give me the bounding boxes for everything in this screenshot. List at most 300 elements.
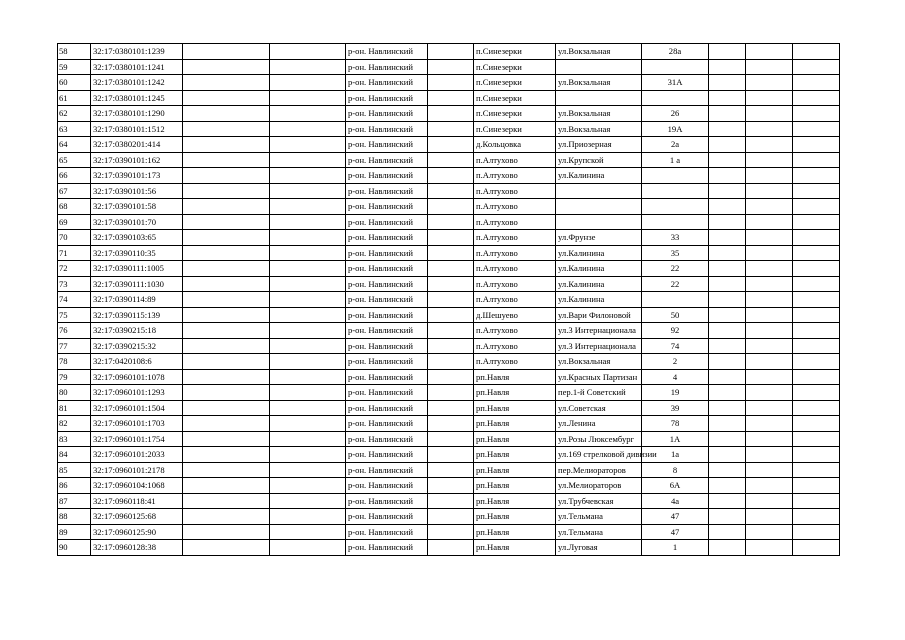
empty-cell [428, 168, 474, 184]
empty-cell [270, 261, 346, 277]
locality-cell: рп.Навля [474, 524, 556, 540]
empty-cell [709, 168, 746, 184]
street-cell: ул.169 стрелковой дивизии [556, 447, 642, 463]
locality-cell: п.Синезерки [474, 121, 556, 137]
street-cell: ул.Калинина [556, 292, 642, 308]
empty-cell [428, 338, 474, 354]
empty-cell [270, 199, 346, 215]
table-row [58, 44, 840, 60]
empty-cell [793, 137, 840, 153]
empty-cell [746, 292, 793, 308]
empty-cell [746, 90, 793, 106]
street-cell: пер.1-й Советский [556, 385, 642, 401]
table-row [58, 462, 840, 478]
row-number-cell: 73 [58, 276, 91, 292]
district-cell: р-он. Навлинский [346, 75, 428, 91]
empty-cell [793, 431, 840, 447]
cadastral-number-cell: 32:17:0960101:1504 [91, 400, 183, 416]
empty-cell [746, 354, 793, 370]
empty-cell [270, 214, 346, 230]
empty-cell [793, 369, 840, 385]
empty-cell [270, 431, 346, 447]
empty-cell [746, 447, 793, 463]
table-row [58, 385, 840, 401]
district-cell: р-он. Навлинский [346, 354, 428, 370]
table-row [58, 261, 840, 277]
district-cell: р-он. Навлинский [346, 385, 428, 401]
locality-cell: п.Алтухово [474, 292, 556, 308]
district-cell: р-он. Навлинский [346, 338, 428, 354]
street-cell: ул.Луговая [556, 540, 642, 556]
street-cell: ул.Красных Партизан [556, 369, 642, 385]
empty-cell [709, 323, 746, 339]
table-row [58, 292, 840, 308]
locality-cell: рп.Навля [474, 385, 556, 401]
empty-cell [428, 121, 474, 137]
row-number-cell: 67 [58, 183, 91, 199]
empty-cell [709, 276, 746, 292]
locality-cell: рп.Навля [474, 493, 556, 509]
street-cell: ул.Калинина [556, 168, 642, 184]
empty-cell [428, 493, 474, 509]
empty-cell [709, 431, 746, 447]
empty-cell [793, 447, 840, 463]
empty-cell [270, 137, 346, 153]
table-row [58, 524, 840, 540]
cadastral-number-cell: 32:17:0960101:1754 [91, 431, 183, 447]
empty-cell [183, 416, 270, 432]
empty-cell [270, 540, 346, 556]
empty-cell [746, 75, 793, 91]
empty-cell [793, 75, 840, 91]
district-cell: р-он. Навлинский [346, 292, 428, 308]
empty-cell [746, 493, 793, 509]
street-cell: ул.Вокзальная [556, 44, 642, 60]
cadastral-number-cell: 32:17:0380101:1239 [91, 44, 183, 60]
cadastral-number-cell: 32:17:0380101:1290 [91, 106, 183, 122]
empty-cell [709, 338, 746, 354]
table-row [58, 214, 840, 230]
empty-cell [793, 214, 840, 230]
table-row [58, 540, 840, 556]
empty-cell [270, 121, 346, 137]
street-cell: ул.Фрунзе [556, 230, 642, 246]
house-number-cell: 39 [642, 400, 709, 416]
table-row [58, 121, 840, 137]
empty-cell [746, 230, 793, 246]
locality-cell: рп.Навля [474, 540, 556, 556]
street-cell: ул.Вокзальная [556, 354, 642, 370]
empty-cell [270, 106, 346, 122]
district-cell: р-он. Навлинский [346, 106, 428, 122]
table-row [58, 431, 840, 447]
house-number-cell: 92 [642, 323, 709, 339]
empty-cell [183, 261, 270, 277]
district-cell: р-он. Навлинский [346, 199, 428, 215]
empty-cell [270, 524, 346, 540]
empty-cell [793, 323, 840, 339]
empty-cell [183, 106, 270, 122]
district-cell: р-он. Навлинский [346, 447, 428, 463]
empty-cell [746, 338, 793, 354]
house-number-cell: 4 [642, 369, 709, 385]
empty-cell [709, 44, 746, 60]
street-cell: ул.3 Интернационала [556, 323, 642, 339]
cadastral-number-cell: 32:17:0380201:414 [91, 137, 183, 153]
empty-cell [428, 90, 474, 106]
street-cell: ул.Крупской [556, 152, 642, 168]
empty-cell [746, 245, 793, 261]
table-row [58, 245, 840, 261]
district-cell: р-он. Навлинский [346, 183, 428, 199]
empty-cell [793, 307, 840, 323]
cadastral-number-cell: 32:17:0960101:1078 [91, 369, 183, 385]
empty-cell [270, 44, 346, 60]
empty-cell [428, 261, 474, 277]
empty-cell [428, 245, 474, 261]
empty-cell [428, 354, 474, 370]
house-number-cell: 47 [642, 524, 709, 540]
locality-cell: рп.Навля [474, 431, 556, 447]
street-cell: ул.3 Интернационала [556, 338, 642, 354]
house-number-cell: 2а [642, 137, 709, 153]
empty-cell [183, 307, 270, 323]
empty-cell [183, 323, 270, 339]
cadastral-number-cell: 32:17:0390101:58 [91, 199, 183, 215]
locality-cell: рп.Навля [474, 400, 556, 416]
empty-cell [428, 59, 474, 75]
empty-cell [709, 462, 746, 478]
empty-cell [428, 75, 474, 91]
empty-cell [428, 416, 474, 432]
locality-cell: рп.Навля [474, 462, 556, 478]
empty-cell [709, 90, 746, 106]
empty-cell [746, 276, 793, 292]
empty-cell [183, 121, 270, 137]
street-cell: ул.Вокзальная [556, 121, 642, 137]
table-row [58, 137, 840, 153]
cadastral-number-cell: 32:17:0960101:1703 [91, 416, 183, 432]
district-cell: р-он. Навлинский [346, 369, 428, 385]
table-row [58, 478, 840, 494]
empty-cell [270, 59, 346, 75]
empty-cell [428, 524, 474, 540]
cadastral-number-cell: 32:17:0390215:32 [91, 338, 183, 354]
district-cell: р-он. Навлинский [346, 276, 428, 292]
empty-cell [183, 369, 270, 385]
cadastral-number-cell: 32:17:0390101:173 [91, 168, 183, 184]
house-number-cell [642, 292, 709, 308]
house-number-cell: 2 [642, 354, 709, 370]
row-number-cell: 85 [58, 462, 91, 478]
row-number-cell: 72 [58, 261, 91, 277]
empty-cell [270, 152, 346, 168]
locality-cell: п.Алтухово [474, 183, 556, 199]
empty-cell [746, 431, 793, 447]
empty-cell [428, 509, 474, 525]
street-cell: ул.Вокзальная [556, 75, 642, 91]
street-cell: пер.Мелиораторов [556, 462, 642, 478]
house-number-cell: 22 [642, 276, 709, 292]
empty-cell [793, 261, 840, 277]
empty-cell [709, 106, 746, 122]
empty-cell [746, 44, 793, 60]
street-cell: ул.Калинина [556, 245, 642, 261]
cadastral-number-cell: 32:17:0390215:18 [91, 323, 183, 339]
empty-cell [746, 106, 793, 122]
empty-cell [428, 214, 474, 230]
locality-cell: д.Кольцовка [474, 137, 556, 153]
row-number-cell: 87 [58, 493, 91, 509]
district-cell: р-он. Навлинский [346, 121, 428, 137]
empty-cell [709, 199, 746, 215]
locality-cell: рп.Навля [474, 369, 556, 385]
empty-cell [183, 137, 270, 153]
empty-cell [183, 44, 270, 60]
empty-cell [709, 292, 746, 308]
empty-cell [709, 400, 746, 416]
empty-cell [270, 478, 346, 494]
row-number-cell: 62 [58, 106, 91, 122]
street-cell [556, 90, 642, 106]
street-cell: ул.Мелиораторов [556, 478, 642, 494]
table-row [58, 168, 840, 184]
cadastral-number-cell: 32:17:0380101:1242 [91, 75, 183, 91]
locality-cell: п.Алтухово [474, 338, 556, 354]
table-row [58, 493, 840, 509]
empty-cell [428, 152, 474, 168]
empty-cell [183, 524, 270, 540]
street-cell: ул.Советская [556, 400, 642, 416]
empty-cell [746, 199, 793, 215]
cadastral-number-cell: 32:17:0390111:1030 [91, 276, 183, 292]
empty-cell [793, 168, 840, 184]
empty-cell [183, 245, 270, 261]
street-cell: ул.Тельмана [556, 509, 642, 525]
empty-cell [428, 431, 474, 447]
locality-cell: п.Алтухово [474, 214, 556, 230]
locality-cell: п.Синезерки [474, 59, 556, 75]
locality-cell: рп.Навля [474, 416, 556, 432]
street-cell [556, 199, 642, 215]
row-number-cell: 74 [58, 292, 91, 308]
locality-cell: п.Алтухово [474, 152, 556, 168]
row-number-cell: 78 [58, 354, 91, 370]
house-number-cell: 1 [642, 540, 709, 556]
empty-cell [183, 276, 270, 292]
empty-cell [270, 493, 346, 509]
house-number-cell: 1А [642, 431, 709, 447]
empty-cell [428, 540, 474, 556]
empty-cell [746, 478, 793, 494]
district-cell: р-он. Навлинский [346, 214, 428, 230]
empty-cell [746, 261, 793, 277]
empty-cell [709, 509, 746, 525]
house-number-cell: 6А [642, 478, 709, 494]
locality-cell: рп.Навля [474, 447, 556, 463]
street-cell: ул.Трубчевская [556, 493, 642, 509]
empty-cell [183, 59, 270, 75]
district-cell: р-он. Навлинский [346, 462, 428, 478]
street-cell: ул.Ленина [556, 416, 642, 432]
empty-cell [428, 137, 474, 153]
row-number-cell: 66 [58, 168, 91, 184]
cadastral-number-cell: 32:17:0960125:90 [91, 524, 183, 540]
table-row [58, 230, 840, 246]
table-row [58, 416, 840, 432]
cadastral-number-cell: 32:17:0390103:65 [91, 230, 183, 246]
empty-cell [270, 292, 346, 308]
empty-cell [793, 354, 840, 370]
cadastral-number-cell: 32:17:0380101:1512 [91, 121, 183, 137]
locality-cell: п.Алтухово [474, 276, 556, 292]
empty-cell [183, 385, 270, 401]
locality-cell: п.Синезерки [474, 90, 556, 106]
row-number-cell: 83 [58, 431, 91, 447]
row-number-cell: 58 [58, 44, 91, 60]
locality-cell: п.Алтухово [474, 199, 556, 215]
empty-cell [183, 509, 270, 525]
house-number-cell [642, 214, 709, 230]
table-row [58, 59, 840, 75]
district-cell: р-он. Навлинский [346, 524, 428, 540]
empty-cell [709, 447, 746, 463]
district-cell: р-он. Навлинский [346, 493, 428, 509]
empty-cell [270, 276, 346, 292]
empty-cell [270, 509, 346, 525]
cadastral-number-cell: 32:17:0960101:2033 [91, 447, 183, 463]
empty-cell [270, 230, 346, 246]
house-number-cell: 1а [642, 447, 709, 463]
district-cell: р-он. Навлинский [346, 431, 428, 447]
empty-cell [183, 431, 270, 447]
empty-cell [793, 121, 840, 137]
empty-cell [746, 183, 793, 199]
empty-cell [270, 168, 346, 184]
cadastral-number-cell: 32:17:0380101:1245 [91, 90, 183, 106]
empty-cell [183, 447, 270, 463]
empty-cell [428, 106, 474, 122]
cadastral-number-cell: 32:17:0390115:139 [91, 307, 183, 323]
empty-cell [270, 245, 346, 261]
street-cell: ул.Тельмана [556, 524, 642, 540]
empty-cell [183, 230, 270, 246]
table-row [58, 338, 840, 354]
empty-cell [746, 323, 793, 339]
row-number-cell: 80 [58, 385, 91, 401]
empty-cell [183, 462, 270, 478]
locality-cell: п.Алтухово [474, 323, 556, 339]
district-cell: р-он. Навлинский [346, 540, 428, 556]
empty-cell [709, 121, 746, 137]
district-cell: р-он. Навлинский [346, 245, 428, 261]
empty-cell [709, 214, 746, 230]
empty-cell [428, 307, 474, 323]
empty-cell [183, 183, 270, 199]
empty-cell [270, 90, 346, 106]
locality-cell: п.Алтухово [474, 230, 556, 246]
empty-cell [793, 462, 840, 478]
house-number-cell: 19А [642, 121, 709, 137]
empty-cell [793, 230, 840, 246]
empty-cell [793, 199, 840, 215]
register-rows [58, 44, 840, 556]
district-cell: р-он. Навлинский [346, 137, 428, 153]
row-number-cell: 70 [58, 230, 91, 246]
locality-cell: п.Синезерки [474, 75, 556, 91]
row-number-cell: 82 [58, 416, 91, 432]
cadastral-number-cell: 32:17:0390111:1005 [91, 261, 183, 277]
street-cell [556, 214, 642, 230]
row-number-cell: 76 [58, 323, 91, 339]
empty-cell [183, 199, 270, 215]
empty-cell [709, 416, 746, 432]
district-cell: р-он. Навлинский [346, 478, 428, 494]
empty-cell [428, 400, 474, 416]
empty-cell [183, 338, 270, 354]
house-number-cell: 19 [642, 385, 709, 401]
table-row [58, 90, 840, 106]
empty-cell [793, 493, 840, 509]
empty-cell [709, 478, 746, 494]
empty-cell [709, 245, 746, 261]
row-number-cell: 71 [58, 245, 91, 261]
empty-cell [709, 152, 746, 168]
empty-cell [746, 509, 793, 525]
empty-cell [183, 168, 270, 184]
empty-cell [270, 75, 346, 91]
empty-cell [709, 307, 746, 323]
street-cell: ул.Розы Люксембург [556, 431, 642, 447]
empty-cell [793, 524, 840, 540]
cadastral-number-cell: 32:17:0390101:56 [91, 183, 183, 199]
empty-cell [428, 478, 474, 494]
house-number-cell [642, 90, 709, 106]
empty-cell [793, 245, 840, 261]
cadastral-number-cell: 32:17:0960128:38 [91, 540, 183, 556]
cadastral-number-cell: 32:17:0960125:68 [91, 509, 183, 525]
cadastral-number-cell: 32:17:0380101:1241 [91, 59, 183, 75]
empty-cell [793, 276, 840, 292]
street-cell: ул.Калинина [556, 276, 642, 292]
cadastral-number-cell: 32:17:0420108:6 [91, 354, 183, 370]
district-cell: р-он. Навлинский [346, 90, 428, 106]
empty-cell [746, 416, 793, 432]
table-row [58, 106, 840, 122]
empty-cell [428, 276, 474, 292]
house-number-cell [642, 168, 709, 184]
table-row [58, 447, 840, 463]
empty-cell [428, 230, 474, 246]
empty-cell [183, 540, 270, 556]
street-cell: ул.Вокзальная [556, 106, 642, 122]
table-row [58, 509, 840, 525]
empty-cell [428, 447, 474, 463]
empty-cell [709, 230, 746, 246]
house-number-cell: 4а [642, 493, 709, 509]
empty-cell [709, 493, 746, 509]
empty-cell [793, 478, 840, 494]
empty-cell [270, 338, 346, 354]
empty-cell [746, 152, 793, 168]
empty-cell [428, 292, 474, 308]
locality-cell: рп.Навля [474, 478, 556, 494]
empty-cell [793, 292, 840, 308]
empty-cell [183, 493, 270, 509]
district-cell: р-он. Навлинский [346, 152, 428, 168]
house-number-cell [642, 183, 709, 199]
house-number-cell: 78 [642, 416, 709, 432]
